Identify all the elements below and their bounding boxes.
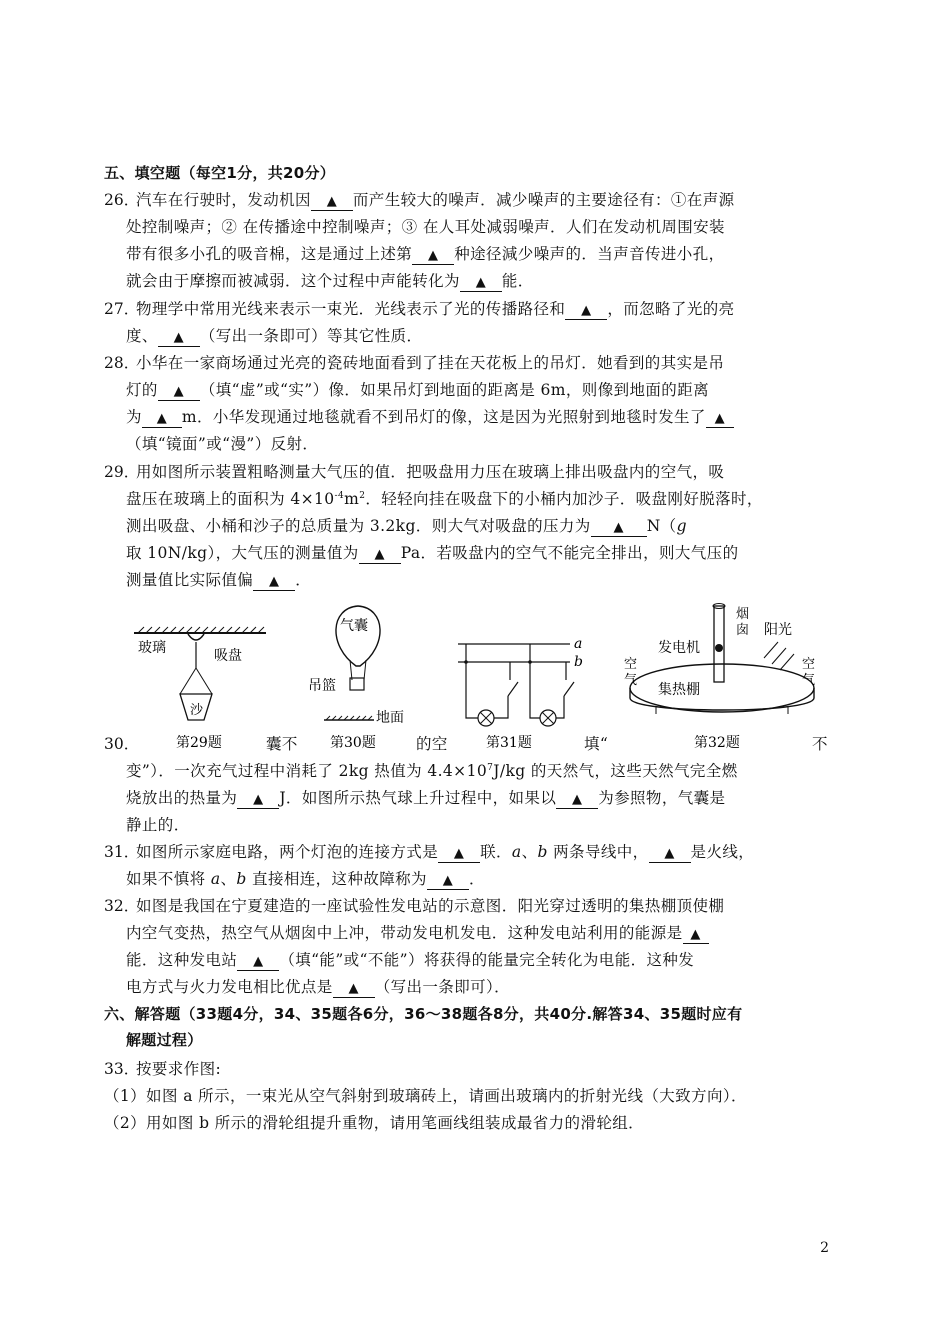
q27-line-1: 物理学中常用光线来表示一束光．光线表示了光的传播路径和 ▲ ，而忽略了光的亮 [136,300,735,318]
figure-31 [458,636,583,751]
section-title-fill-in: 五、填空题（每空1分，共20分） [104,164,336,182]
label-suction-cup: 吸盘 [214,648,242,664]
q30-line-4: 静止的． [126,816,190,834]
q32-line-4: 电方式与火力发电相比优点是 ▲ （写出一条即可）． [126,978,511,996]
question-number-30: 30． [104,735,140,753]
figures-row [118,596,838,756]
section-title-answer: 六、解答题（33题4分，34、35题各6分，36～38题各8分，共40分.解答34、35题时应有 [104,1005,743,1023]
q29-line-1: 用如图所示装置粗略测量大气压的值．把吸盘用力压在玻璃上排出吸盘内的空气，吸 [136,463,725,481]
q30-fragment-1: 囊不 [266,735,298,753]
q28-line-1: 小华在一家商场通过光亮的瓷砖地面看到了挂在天花板上的吊灯．她看到的其实是吊 [136,354,725,372]
question-number-29: 29． [104,463,140,481]
caption-30: 第30题 [330,735,376,751]
answer-blank[interactable]: ▲ [142,409,182,428]
question-number-28: 28． [104,354,140,372]
answer-blank[interactable]: ▲ [565,301,607,320]
q32-line-2: 内空气变热，热空气从烟囱中上冲，带动发电机发电．这种发电站利用的能源是 ▲ [126,921,709,944]
figure-32 [624,604,815,752]
q33-part-2: （2）用如图 b 所示的滑轮组提升重物，请用笔画线组装成最省力的滑轮组． [104,1114,645,1132]
answer-blank[interactable]: ▲ [460,273,502,292]
answer-blank[interactable]: ▲ [683,925,709,944]
q26-line-4: 就会由于摩擦而被减弱．这个过程中声能转化为 ▲ 能． [126,272,534,290]
label-glass: 玻璃 [138,640,166,656]
q29-line-5: 测量值比实际值偏 ▲ ． [126,571,312,589]
q26-line-1: 汽车在行驶时，发动机因 ▲ 而产生较大的噪声．减少噪声的主要途径有：①在声源 [136,191,735,209]
answer-blank[interactable]: ▲ [438,844,480,863]
figure-29 [134,627,266,751]
q32-line-3: 能．这种发电站 ▲ （填“能”或“不能”）将获得的能量完全转化为电能．这种发 [126,951,695,969]
answer-blank[interactable]: ▲ [556,790,598,809]
section-title-answer-cont: 解题过程） [126,1031,203,1049]
q29-line-3: 测出吸盘、小桶和沙子的总质量为 3.2kg．则大气对吸盘的压力为 ▲ N（g [126,517,687,535]
label-air-right-2: 气 [802,673,816,688]
answer-blank[interactable]: ▲ [158,382,200,401]
answer-blank[interactable]: ▲ [359,545,401,564]
label-sand: 沙 [190,703,204,718]
answer-blank[interactable]: ▲ [253,572,295,591]
answer-blank[interactable]: ▲ [706,409,734,428]
label-ground: 地面 [376,710,404,726]
answer-blank[interactable]: ▲ [649,844,691,863]
answer-blank[interactable]: ▲ [412,246,454,265]
q26-line-3: 带有很多小孔的吸音棉，这是通过上述第 ▲ 种途径減少噪声的．当声音传进小孔， [126,245,725,263]
caption-29: 第29题 [176,735,222,751]
label-collector-shed: 集热棚 [658,682,700,698]
question-number-27: 27． [104,300,140,318]
answer-blank[interactable]: ▲ [591,518,647,537]
q26-line-2: 处控制噪声；② 在传播途中控制噪声；③ 在人耳处减弱噪声．人们在发动机周围安装 [126,218,725,236]
label-air-left-1: 空 [624,657,638,672]
q30-fragment-3: 填“ [584,735,609,753]
q30-line-2: 变”）．一次充气过程中消耗了 2kg 热值为 $4.4\times 10^7J/kg$ 的天然气，这些天然气完全燃 [126,762,738,780]
q30-fragment-4: 不 [812,735,828,753]
q29-line-4: 取 10N/kg），大气压的测量值为 ▲ Pa．若吸盘内的空气不能完全排出，则大气压的 [126,544,739,562]
question-number-31: 31． [104,843,140,861]
label-airbag: 气囊 [340,618,368,634]
page-number: 2 [820,1240,829,1256]
label-basket: 吊篮 [308,678,336,694]
q31-line-2: 如果不慎将 a、b 直接相连，这种故障称为 ▲ ． [126,870,485,888]
q29-line-2: 盘压在玻璃上的面积为 $4\times 10^{-4}m^2$．轻轻向挂在吸盘下的小桶内加沙子．吸盘刚好脱落时， [126,490,763,508]
answer-blank[interactable]: ▲ [237,952,279,971]
q30-fragment-2: 的空 [416,735,448,753]
label-generator: 发电机 [658,640,700,656]
answer-blank[interactable]: ▲ [158,328,200,347]
q32-line-1: 如图是我国在宁夏建造的一座试验性发电站的示意图．阳光穿过透明的集热棚顶使棚 [136,897,725,915]
label-sunlight: 阳光 [764,622,792,638]
question-number-33: 33． [104,1060,140,1078]
question-number-26: 26． [104,191,140,209]
question-number-32: 32． [104,897,140,915]
label-wire-a: a [574,636,583,652]
q33-title: 按要求作图: [136,1060,222,1078]
label-air-left-2: 气 [624,673,638,688]
answer-blank[interactable]: ▲ [311,192,353,211]
answer-blank[interactable]: ▲ [427,871,469,890]
figure-30 [308,606,404,751]
q30-line-3: 烧放出的热量为 ▲ J．如图所示热气球上升过程中，如果以 ▲ 为参照物，气囊是 [126,789,726,807]
caption-32: 第32题 [694,735,740,751]
q27-line-2: 度、 ▲ （写出一条即可）等其它性质． [126,327,423,345]
answer-blank[interactable]: ▲ [333,979,375,998]
q28-line-3: 为 ▲ m．小华发现通过地毯就看不到吊灯的像，这是因为光照射到地毯时发生了 ▲ [126,405,734,428]
caption-31: 第31题 [486,735,532,751]
q28-line-2: 灯的 ▲ （填“虚”或“实”）像．如果吊灯到地面的距离是 6m，则像到地面的距离 [126,381,709,399]
q33-part-1: （1）如图 a 所示，一束光从空气斜射到玻璃砖上，请画出玻璃内的折射光线（大致方向）． [104,1087,747,1105]
q28-line-4: （填“镜面”或“漫”）反射． [126,435,319,453]
label-chimney-2: 囱 [736,623,750,638]
q31-line-1: 如图所示家庭电路，两个灯泡的连接方式是 ▲ 联．a、b 两条导线中， ▲ 是火线， [136,843,755,861]
label-wire-b: b [574,654,583,670]
label-air-right-1: 空 [802,657,816,672]
label-chimney-1: 烟 [736,607,750,622]
answer-blank[interactable]: ▲ [237,790,279,809]
